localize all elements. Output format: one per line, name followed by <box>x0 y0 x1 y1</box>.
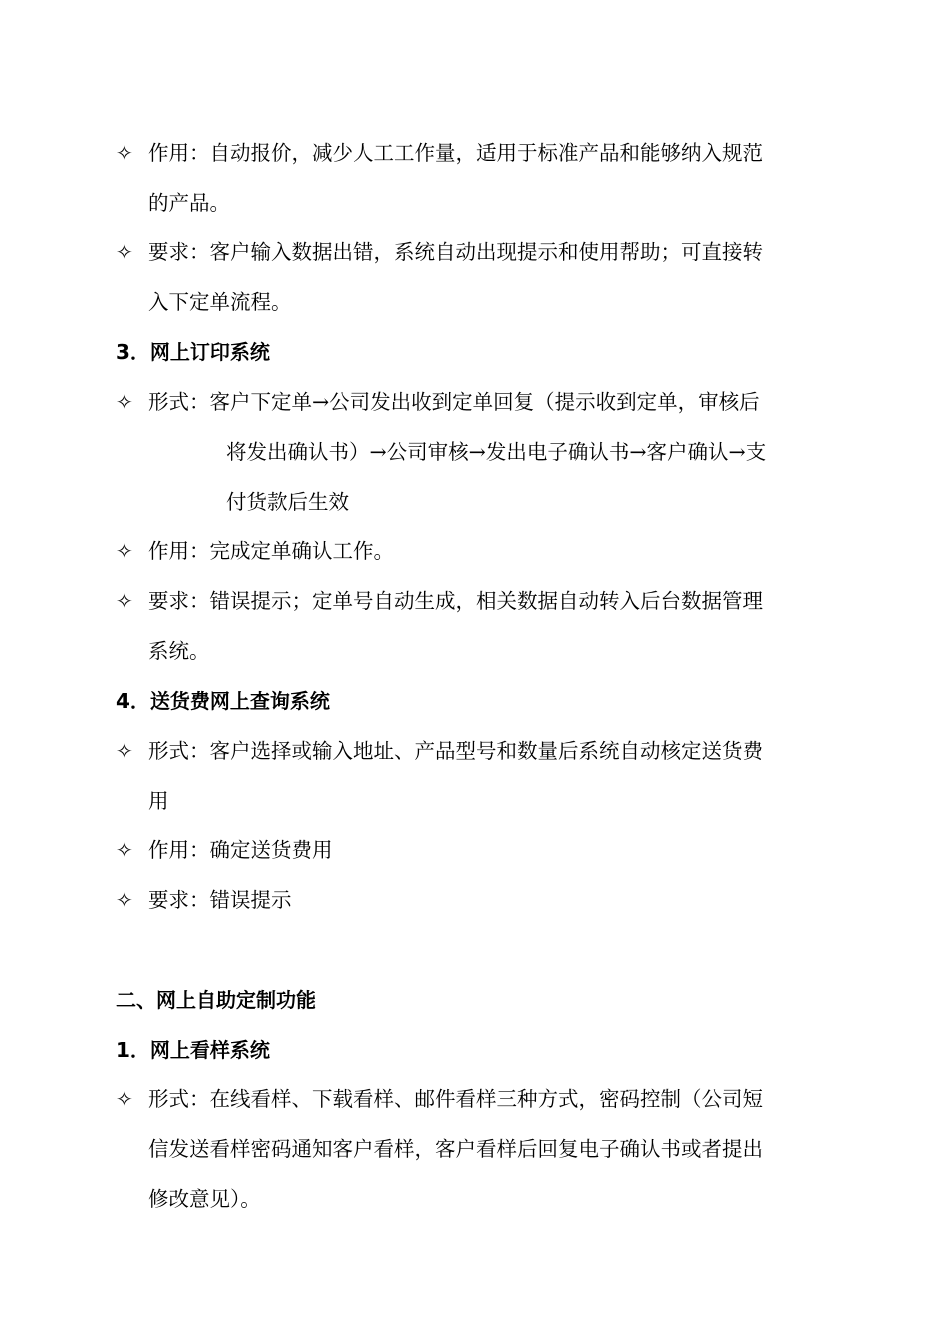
bullet-text <box>148 726 836 826</box>
text-line: 作用：自动报价，减少人工工作量，适用于标准产品和能够纳入规范 <box>148 141 763 165</box>
text-line: 要求：客户输入数据出错，系统自动出现提示和使用帮助；可直接转 <box>148 240 763 264</box>
text-line: 修改意见）。 <box>148 1187 261 1211</box>
bullet-text <box>148 227 836 327</box>
bullet-text <box>148 377 836 527</box>
text-line: 形式：在线看样、下载看样、邮件看样三种方式，密码控制（公司短 <box>148 1087 763 1111</box>
bullet-text <box>148 825 836 875</box>
diamond-bullet-icon: ✧ <box>116 589 133 613</box>
bullet-text <box>148 1074 836 1224</box>
diamond-bullet-icon: ✧ <box>116 141 133 165</box>
text-line: 将发出确认书）→公司审核→发出电子确认书→客户确认→支 <box>226 440 767 464</box>
bullet-text <box>148 576 836 676</box>
diamond-bullet-icon: ✧ <box>116 838 133 862</box>
text-line: 入下定单流程。 <box>148 290 292 314</box>
text-line: 要求：错误提示；定单号自动生成，相关数据自动转入后台数据管理 <box>148 589 763 613</box>
diamond-bullet-icon: ✧ <box>116 240 133 264</box>
diamond-bullet-icon: ✧ <box>116 739 133 763</box>
text-line: 用 <box>148 789 169 813</box>
diamond-bullet-icon: ✧ <box>116 888 133 912</box>
section-heading: 3．网上订印系统 <box>116 340 270 364</box>
section-heading: 1．网上看样系统 <box>116 1038 270 1062</box>
diamond-bullet-icon: ✧ <box>116 390 133 414</box>
text-line: 的产品。 <box>148 191 230 215</box>
text-line: 形式：客户选择或输入地址、产品型号和数量后系统自动核定送货费 <box>148 739 763 763</box>
bullet-text <box>148 128 836 228</box>
bullet-text <box>148 875 836 925</box>
diamond-bullet-icon: ✧ <box>116 1087 133 1111</box>
diamond-bullet-icon: ✧ <box>116 539 133 563</box>
text-line: 形式：客户下定单→公司发出收到定单回复（提示收到定单，审核后 <box>148 390 760 414</box>
text-line: 系统。 <box>148 639 210 663</box>
text-line: 要求：错误提示 <box>148 888 292 912</box>
text-line: 作用：确定送货费用 <box>148 838 333 862</box>
bullet-text <box>148 526 836 576</box>
text-line: 作用：完成定单确认工作。 <box>148 539 394 563</box>
section-heading: 4．送货费网上查询系统 <box>116 689 330 713</box>
text-line: 付货款后生效 <box>226 490 349 514</box>
chapter-heading: 二、网上自助定制功能 <box>116 988 316 1012</box>
text-line: 信发送看样密码通知客户看样，客户看样后回复电子确认书或者提出 <box>148 1137 763 1161</box>
